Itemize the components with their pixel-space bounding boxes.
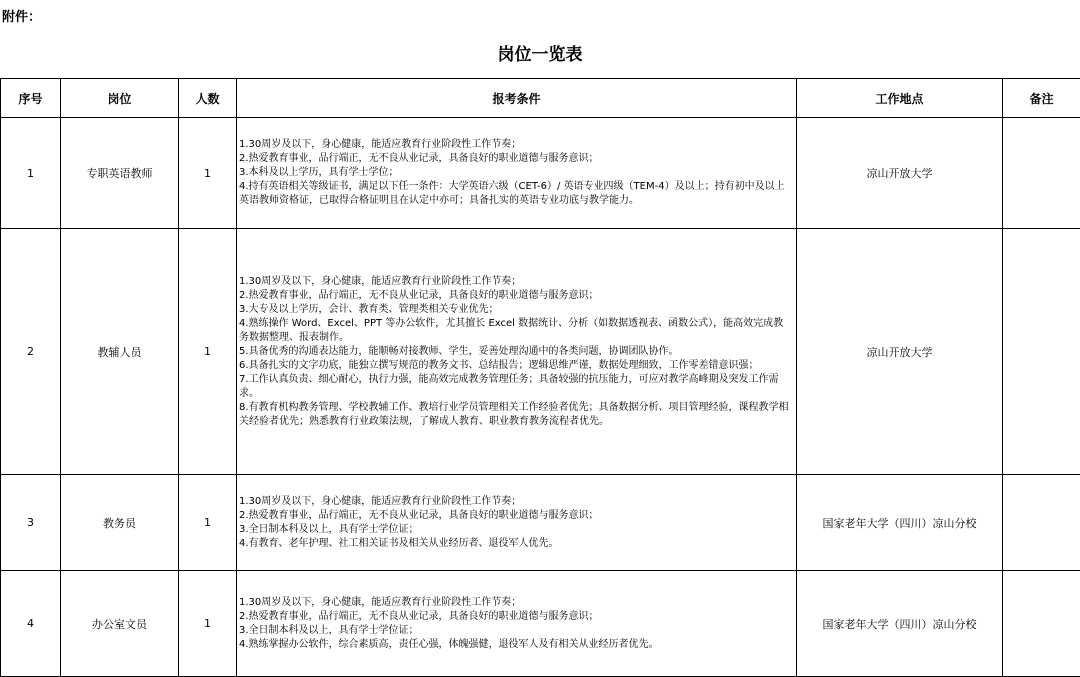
condition-line: 4.持有英语相关等级证书，满足以下任一条件：大学英语六级（CET-6）/ 英语专业四级（TEM-4）及以上；持有初中及以上英语教师资格证，已取得合格证明且在认定中亦可；具备扎实的英语专业功底与教学能力。 <box>239 180 792 208</box>
table-row <box>1 475 1080 571</box>
row-location: 凉山开放大学 <box>797 229 1003 475</box>
condition-line: 4.有教育、老年护理、社工相关证书及相关从业经历者、退役军人优先。 <box>239 537 792 551</box>
condition-line: 2.热爱教育事业，品行端正，无不良从业记录，具备良好的职业道德与服务意识； <box>239 610 792 624</box>
condition-line: 1.30周岁及以下，身心健康，能适应教育行业阶段性工作节奏； <box>239 275 792 289</box>
condition-line: 2.热爱教育事业，品行端正，无不良从业记录，具备良好的职业道德与服务意识； <box>239 152 792 166</box>
row-location: 凉山开放大学 <box>797 118 1003 229</box>
condition-line: 2.热爱教育事业，品行端正，无不良从业记录，具备良好的职业道德与服务意识； <box>239 289 792 303</box>
condition-line: 7.工作认真负责、细心耐心，执行力强，能高效完成教务管理任务；具备较强的抗压能力，可应对教学高峰期及突发工作需求。 <box>239 373 792 401</box>
row-location: 国家老年大学（四川）凉山分校 <box>797 571 1003 677</box>
header-count: 人数 <box>179 79 237 118</box>
row-post: 教务员 <box>61 475 179 571</box>
condition-line: 3.本科及以上学历，具有学士学位； <box>239 166 792 180</box>
row-note <box>1003 118 1080 229</box>
row-location: 国家老年大学（四川）凉山分校 <box>797 475 1003 571</box>
row-post: 教辅人员 <box>61 229 179 475</box>
table-row <box>1 571 1080 677</box>
row-conditions <box>237 229 797 475</box>
condition-line: 3.大专及以上学历，会计、教育类、管理类相关专业优先； <box>239 303 792 317</box>
header-conditions: 报考条件 <box>237 79 797 118</box>
condition-line: 2.热爱教育事业，品行端正，无不良从业记录，具备良好的职业道德与服务意识； <box>239 509 792 523</box>
row-count: 1 <box>179 229 237 475</box>
table-row <box>1 229 1080 475</box>
row-post: 专职英语教师 <box>61 118 179 229</box>
header-no: 序号 <box>1 79 61 118</box>
condition-line: 6.具备扎实的文字功底，能独立撰写规范的教务文书、总结报告；逻辑思维严谨，数据处理细致，工作零差错意识强； <box>239 359 792 373</box>
header-location: 工作地点 <box>797 79 1003 118</box>
condition-line: 1.30周岁及以下，身心健康，能适应教育行业阶段性工作节奏； <box>239 138 792 152</box>
row-note <box>1003 475 1080 571</box>
row-note <box>1003 229 1080 475</box>
row-no: 3 <box>1 475 61 571</box>
row-conditions <box>237 571 797 677</box>
condition-line: 8.有教育机构教务管理、学校教辅工作、教培行业学员管理相关工作经验者优先；具备数据分析、项目管理经验，课程教学相关经验者优先；熟悉教育行业政策法规，了解成人教育、职业教育教务流程者优先。 <box>239 401 792 429</box>
row-post: 办公室文员 <box>61 571 179 677</box>
condition-line: 3.全日制本科及以上，具有学士学位证； <box>239 523 792 537</box>
positions-table <box>0 78 1080 677</box>
row-no: 1 <box>1 118 61 229</box>
condition-line: 5.具备优秀的沟通表达能力，能顺畅对接教师、学生，妥善处理沟通中的各类问题，协调团队协作。 <box>239 345 792 359</box>
table-header-row <box>1 79 1080 118</box>
row-count: 1 <box>179 475 237 571</box>
table-row <box>1 118 1080 229</box>
page-title: 岗位一览表 <box>0 40 1080 65</box>
row-no: 4 <box>1 571 61 677</box>
condition-line: 4.熟练掌握办公软件，综合素质高，责任心强，体魄强健，退役军人及有相关从业经历者优先。 <box>239 638 792 652</box>
condition-line: 4.熟练操作 Word、Excel、PPT 等办公软件，尤其擅长 Excel 数据统计、分析（如数据透视表、函数公式），能高效完成教务数据整理、报表制作。 <box>239 317 792 345</box>
attachment-label: 附件： <box>2 6 41 25</box>
row-count: 1 <box>179 118 237 229</box>
condition-line: 1.30周岁及以下，身心健康，能适应教育行业阶段性工作节奏； <box>239 596 792 610</box>
condition-line: 3.全日制本科及以上，具有学士学位证； <box>239 624 792 638</box>
header-note: 备注 <box>1003 79 1080 118</box>
condition-line: 1.30周岁及以下，身心健康，能适应教育行业阶段性工作节奏； <box>239 495 792 509</box>
row-conditions <box>237 118 797 229</box>
row-count: 1 <box>179 571 237 677</box>
row-no: 2 <box>1 229 61 475</box>
header-post: 岗位 <box>61 79 179 118</box>
row-conditions <box>237 475 797 571</box>
row-note <box>1003 571 1080 677</box>
